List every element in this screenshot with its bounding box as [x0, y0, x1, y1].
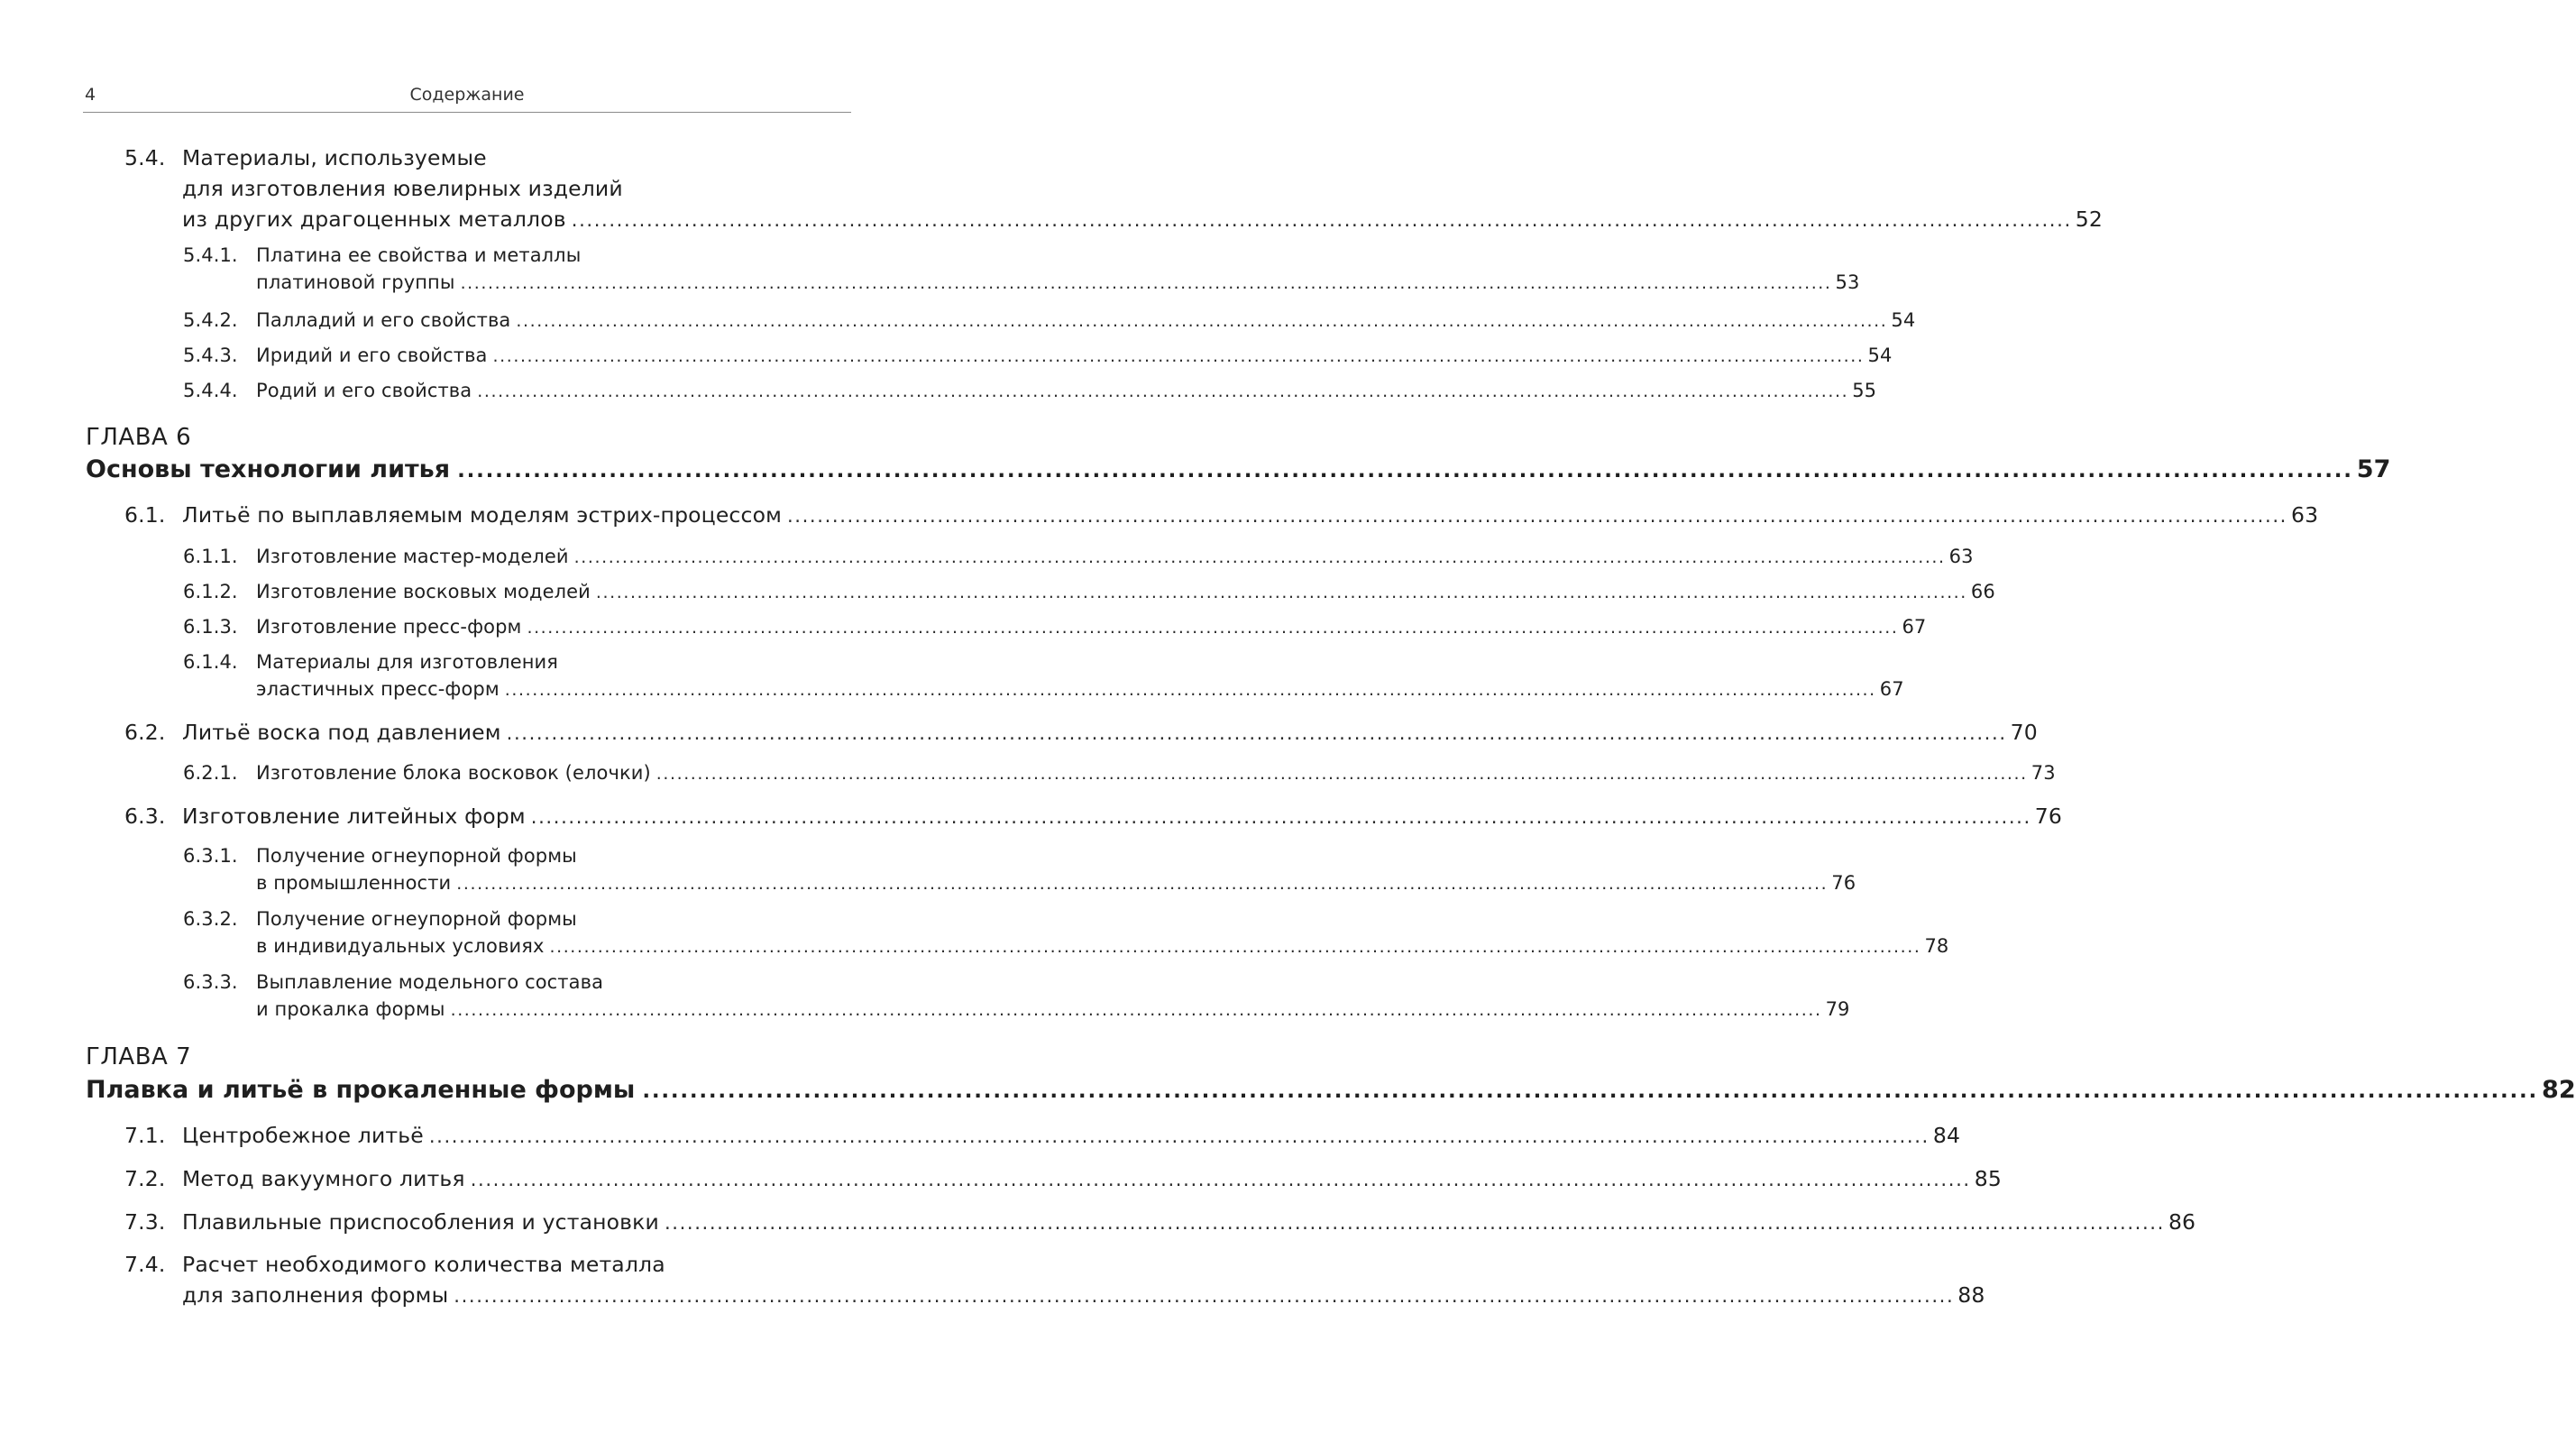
- toc-entry-number: 6.1.2.: [183, 581, 238, 602]
- toc-entry-page: 70: [2010, 720, 2038, 745]
- toc-entry[interactable]: [124, 142, 2103, 235]
- toc-entry-number: 6.2.: [124, 720, 166, 745]
- dot-leader: ........................................................................................................................................................................................................: [530, 805, 2031, 828]
- toc-entry-number: 7.3.: [124, 1209, 166, 1235]
- toc-entry-number: 6.1.1.: [183, 546, 238, 567]
- toc-entry-title: для изготовления ювелирных изделий: [182, 176, 623, 201]
- toc-entry-title: платиновой группы: [256, 271, 455, 293]
- toc-entry[interactable]: [183, 377, 1877, 405]
- dot-leader: ........................................................................................................................................................................................................: [573, 547, 1946, 567]
- dot-leader: ........................................................................................................................................................................................................: [428, 1125, 1930, 1147]
- toc-entry-title: эластичных пресс-форм: [256, 678, 500, 700]
- toc-entry-title: для заполнения формы: [182, 1282, 449, 1308]
- chapter-label: ГЛАВА 6: [86, 424, 192, 451]
- toc-entry[interactable]: [183, 543, 1974, 571]
- toc-entry-page: 54: [1891, 309, 1916, 331]
- toc-entry[interactable]: [183, 613, 1927, 641]
- toc-entry-page: 86: [2168, 1209, 2196, 1235]
- toc-entry-title: Центробежное литьё: [182, 1123, 424, 1148]
- toc-entry[interactable]: [124, 1207, 2196, 1238]
- toc-entry[interactable]: [183, 759, 2056, 787]
- toc-entry-title: Литьё по выплавляемым моделям эстрих-процессом: [182, 502, 782, 528]
- toc-entry-title: Метод вакуумного литья: [182, 1166, 465, 1191]
- dot-leader: ........................................................................................................................................................................................................: [450, 1000, 1822, 1020]
- toc-entry[interactable]: [183, 842, 1856, 897]
- toc-entry-page: 79: [1825, 998, 1850, 1020]
- toc-entry-number: 6.1.4.: [183, 651, 238, 673]
- page-number: 4: [85, 85, 96, 105]
- toc-entry-title: Материалы для изготовления: [256, 651, 559, 673]
- toc-entry-title: Литьё воска под давлением: [182, 720, 501, 745]
- toc-entry-page: 63: [1948, 546, 1974, 567]
- dot-leader: ........................................................................................................................................................................................................: [456, 874, 1829, 894]
- toc-entry-page: 55: [1852, 380, 1877, 401]
- toc-entry[interactable]: [183, 242, 1860, 297]
- dot-leader: ........................................................................................................................................................................................................: [655, 764, 2028, 784]
- toc-entry-title: и прокалка формы: [256, 998, 445, 1020]
- dot-leader: ........................................................................................................................................................................................................: [549, 937, 1921, 957]
- toc-entry[interactable]: [124, 1120, 1961, 1152]
- dot-leader: ........................................................................................................................................................................................................: [492, 346, 1865, 366]
- toc-entry-title: Изготовление пресс-форм: [256, 616, 522, 638]
- toc-entry-title: Материалы, используемые: [182, 145, 487, 170]
- toc-entry-number: 5.4.1.: [183, 244, 238, 266]
- toc-entry[interactable]: [124, 1163, 2002, 1195]
- chapter-title-row[interactable]: [86, 455, 2391, 483]
- toc-entry-title: Получение огнеупорной формы: [256, 908, 577, 930]
- toc-entry-page: 67: [1902, 616, 1927, 638]
- toc-entry-title: Изготовление блока восковок (елочки): [256, 762, 651, 784]
- toc-entry[interactable]: [183, 905, 1949, 960]
- toc-entry[interactable]: [183, 578, 1995, 606]
- toc-entry-page: 88: [1957, 1282, 1985, 1308]
- toc-entry-title: Выплавление модельного состава: [256, 971, 604, 993]
- toc-entry-title: из других драгоценных металлов: [182, 207, 566, 232]
- toc-entry-page: 63: [2290, 502, 2319, 528]
- toc-entry-number: 6.3.2.: [183, 908, 238, 930]
- toc-entry-page: 66: [1970, 581, 1995, 602]
- dot-leader: ........................................................................................................................................................................................................: [460, 273, 1832, 293]
- toc-entry-page: 84: [1932, 1123, 1961, 1148]
- toc-entry-page: 76: [1831, 872, 1856, 894]
- toc-entry-title: Плавильные приспособления и установки: [182, 1209, 659, 1235]
- dot-leader: ........................................................................................................................................................................................................: [571, 208, 2072, 231]
- toc-entry-number: 7.4.: [124, 1252, 166, 1277]
- toc-entry-title: Палладий и его свойства: [256, 309, 511, 331]
- toc-entry-number: 6.1.3.: [183, 616, 238, 638]
- toc-entry[interactable]: [124, 717, 2038, 749]
- toc-entry-number: 6.2.1.: [183, 762, 238, 784]
- dot-leader: ........................................................................................................................................................................................................: [595, 583, 1967, 602]
- dot-leader: ........................................................................................................................................................................................................: [477, 381, 1849, 401]
- dot-leader: ........................................................................................................................................................................................................: [786, 504, 2287, 527]
- toc-entry-page: 53: [1835, 271, 1860, 293]
- chapter-page: 82: [2542, 1076, 2576, 1104]
- dot-leader: ........................................................................................................................................................................................................: [516, 311, 1888, 331]
- toc-entry-number: 5.4.: [124, 145, 166, 170]
- toc-entry-title: Получение огнеупорной формы: [256, 845, 577, 867]
- dot-leader: ........................................................................................................................................................................................................: [642, 1079, 2539, 1103]
- dot-leader: ........................................................................................................................................................................................................: [470, 1168, 1971, 1190]
- toc-entry-number: 6.1.: [124, 502, 166, 528]
- toc-entry-number: 6.3.: [124, 804, 166, 829]
- toc-entry-number: 6.3.3.: [183, 971, 238, 993]
- chapter-label: ГЛАВА 7: [86, 1043, 192, 1070]
- chapter-title: Плавка и литьё в прокаленные формы: [86, 1076, 636, 1104]
- chapter-title-row[interactable]: [86, 1076, 2576, 1104]
- dot-leader: ........................................................................................................................................................................................................: [527, 618, 1899, 638]
- toc-entry[interactable]: [124, 500, 2319, 531]
- toc-entry-number: 5.4.2.: [183, 309, 238, 331]
- toc-entry-number: 6.3.1.: [183, 845, 238, 867]
- toc-entry[interactable]: [124, 801, 2062, 832]
- toc-entry-page: 54: [1867, 344, 1893, 366]
- toc-entry-title: Иридий и его свойства: [256, 344, 488, 366]
- toc-entry-title: Платина ее свойства и металлы: [256, 244, 582, 266]
- toc-entry-title: Родий и его свойства: [256, 380, 472, 401]
- running-header: [83, 81, 851, 113]
- toc-entry-page: 85: [1974, 1166, 2002, 1191]
- toc-entry[interactable]: [183, 969, 1850, 1024]
- dot-leader: ........................................................................................................................................................................................................: [506, 721, 2007, 744]
- toc-entry-number: 5.4.4.: [183, 380, 238, 401]
- toc-entry[interactable]: [183, 342, 1893, 370]
- toc-entry-title: Изготовление мастер-моделей: [256, 546, 569, 567]
- chapter-page: 57: [2356, 455, 2391, 483]
- toc-entry[interactable]: [124, 1249, 1985, 1311]
- toc-entry-page: 76: [2034, 804, 2062, 829]
- toc-entry[interactable]: [183, 648, 1904, 703]
- toc-entry-title: Расчет необходимого количества металла: [182, 1252, 665, 1277]
- dot-leader: ........................................................................................................................................................................................................: [504, 680, 1876, 700]
- toc-entry-number: 7.2.: [124, 1166, 166, 1191]
- toc-entry-page: 52: [2075, 207, 2103, 232]
- chapter-title: Основы технологии литья: [86, 455, 451, 483]
- toc-entry-page: 73: [2031, 762, 2056, 784]
- dot-leader: ........................................................................................................................................................................................................: [457, 459, 2353, 482]
- toc-entry[interactable]: [183, 307, 1916, 335]
- dot-leader: ........................................................................................................................................................................................................: [664, 1211, 2165, 1234]
- toc-entry-title: Изготовление литейных форм: [182, 804, 526, 829]
- toc-entry-number: 7.1.: [124, 1123, 166, 1148]
- toc-entry-page: 67: [1879, 678, 1904, 700]
- toc-entry-title: Изготовление восковых моделей: [256, 581, 591, 602]
- toc-entry-number: 5.4.3.: [183, 344, 238, 366]
- running-title: Содержание: [409, 85, 525, 105]
- toc-entry-title: в промышленности: [256, 872, 452, 894]
- dot-leader: ........................................................................................................................................................................................................: [454, 1284, 1955, 1307]
- toc-entry-title: в индивидуальных условиях: [256, 935, 545, 957]
- toc-entry-page: 78: [1924, 935, 1949, 957]
